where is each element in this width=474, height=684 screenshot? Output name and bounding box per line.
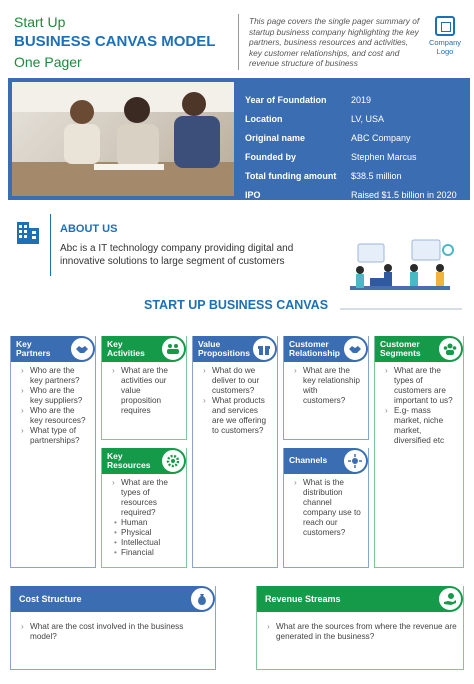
list-sub-item: • Physical (112, 528, 180, 538)
company-logo-icon (435, 16, 455, 36)
team-illustration (340, 238, 462, 314)
key-partners-list (11, 362, 95, 446)
customer-segments-header (375, 336, 463, 362)
page-title: BUSINESS CANVAS MODEL (14, 33, 216, 50)
value-propositions-header (193, 336, 277, 362)
group-icon (438, 337, 462, 361)
channels-title: Channels (289, 455, 328, 466)
canvas-title: START UP BUSINESS CANVAS (144, 298, 329, 312)
key-activities-header (102, 336, 186, 362)
list-item: › What is the distribution channel company use to reach our customers? (294, 478, 362, 538)
key-resources-card (101, 448, 187, 568)
list-item: › E.g- mass market, niche market, diversified etc (385, 406, 457, 446)
list-item: › What are the activities our value proposition requires (112, 366, 180, 416)
cost-structure-card (10, 586, 216, 670)
summary-text: This page covers the single pager summary of startup business company highlighting the key partners, business resources and activities, key customer relationships, and cost and revenue structure of business (249, 16, 420, 68)
gear-icon (161, 449, 185, 473)
cost-structure-title: Cost Structure (19, 594, 82, 604)
customer-relationship-list (284, 362, 368, 406)
revenue-streams-card (256, 586, 464, 670)
revenue-streams-header (257, 586, 463, 612)
about-divider (50, 214, 51, 276)
fact-value: ABC Company (351, 132, 411, 143)
key-partners-header (11, 336, 95, 362)
list-item: › What products and services are we offering to customers? (203, 396, 271, 436)
fact-value: Raised $1.5 billion in 2020 (351, 189, 457, 200)
handshake-icon (343, 337, 367, 361)
gift-icon (252, 337, 276, 361)
list-item: › What are the types of customers are important to us? (385, 366, 457, 406)
fact-label: IPO (245, 189, 261, 200)
fact-row (245, 90, 465, 109)
revenue-streams-list (257, 612, 463, 642)
about-title: ABOUT US (60, 223, 118, 235)
value-propositions-list (193, 362, 277, 436)
team-photo (12, 82, 234, 196)
list-sub-item: • Financial (112, 548, 180, 558)
key-activities-title: Key Activities (107, 338, 145, 358)
fact-row (245, 185, 465, 204)
customer-relationship-title: Customer Relationship (289, 338, 341, 358)
channels-card (283, 448, 369, 568)
sun-icon (343, 449, 367, 473)
title-line-1: Start Up (14, 14, 66, 30)
title-line-3: One Pager (14, 54, 82, 70)
key-activities-list (102, 362, 186, 416)
fact-value: LV, USA (351, 113, 385, 124)
list-item: › What are the cost involved in the business model? (21, 622, 209, 642)
fact-row (245, 128, 465, 147)
customer-segments-card (374, 336, 464, 568)
money-bag-icon (190, 587, 214, 611)
key-resources-header (102, 448, 186, 474)
customer-segments-title: Customer Segments (380, 338, 421, 358)
customer-segments-list (375, 362, 463, 446)
key-partners-title: Key Partners (16, 338, 51, 358)
list-sub-item: • Human (112, 518, 180, 528)
list-item: › What are the sources from where the revenue are generated in the business? (267, 622, 457, 642)
customer-relationship-card (283, 336, 369, 440)
about-text: Abc is a IT technology company providing digital and innovative solutions to large segment of customers (60, 243, 294, 267)
fact-label: Year of Foundation (245, 94, 327, 105)
fact-value: Stephen Marcus (351, 151, 417, 162)
list-item: › What do we deliver to our customers? (203, 366, 271, 396)
key-activities-card (101, 336, 187, 440)
fact-value: 2019 (351, 94, 372, 105)
cost-structure-list (11, 612, 215, 642)
building-icon (14, 218, 42, 246)
list-sub-item: • Intellectual (112, 538, 180, 548)
revenue-streams-title: Revenue Streams (265, 594, 341, 604)
list-item: › Who are the key suppliers? (21, 386, 89, 406)
list-item: › What are the types of resources required? (112, 478, 180, 518)
key-resources-title: Key Resources (107, 450, 151, 470)
facts-table (245, 90, 465, 204)
fact-row (245, 147, 465, 166)
list-item: › Who are the key partners? (21, 366, 89, 386)
customer-relationship-header (284, 336, 368, 362)
hand-coin-icon (438, 587, 462, 611)
channels-header (284, 448, 368, 474)
list-item: › What are the key relationship with customers? (294, 366, 362, 406)
handshake-icon (70, 337, 94, 361)
list-item: › Who are the key resources? (21, 406, 89, 426)
fact-value: $38.5 million (351, 170, 402, 181)
cost-structure-header (11, 586, 215, 612)
fact-row (245, 166, 465, 185)
list-item: › What type of partnerships? (21, 426, 89, 446)
fact-label: Location (245, 113, 283, 124)
key-resources-list (102, 474, 186, 558)
fact-label: Founded by (245, 151, 296, 162)
fact-row (245, 109, 465, 128)
value-propositions-card (192, 336, 278, 568)
fact-label: Total funding amount (245, 170, 337, 181)
fact-label: Original name (245, 132, 306, 143)
header-divider (238, 14, 239, 70)
channels-list (284, 474, 368, 538)
people-icon (161, 337, 185, 361)
value-propositions-title: Value Propositions (198, 338, 250, 358)
key-partners-card (10, 336, 96, 568)
company-logo-label: Company Logo (428, 38, 462, 56)
